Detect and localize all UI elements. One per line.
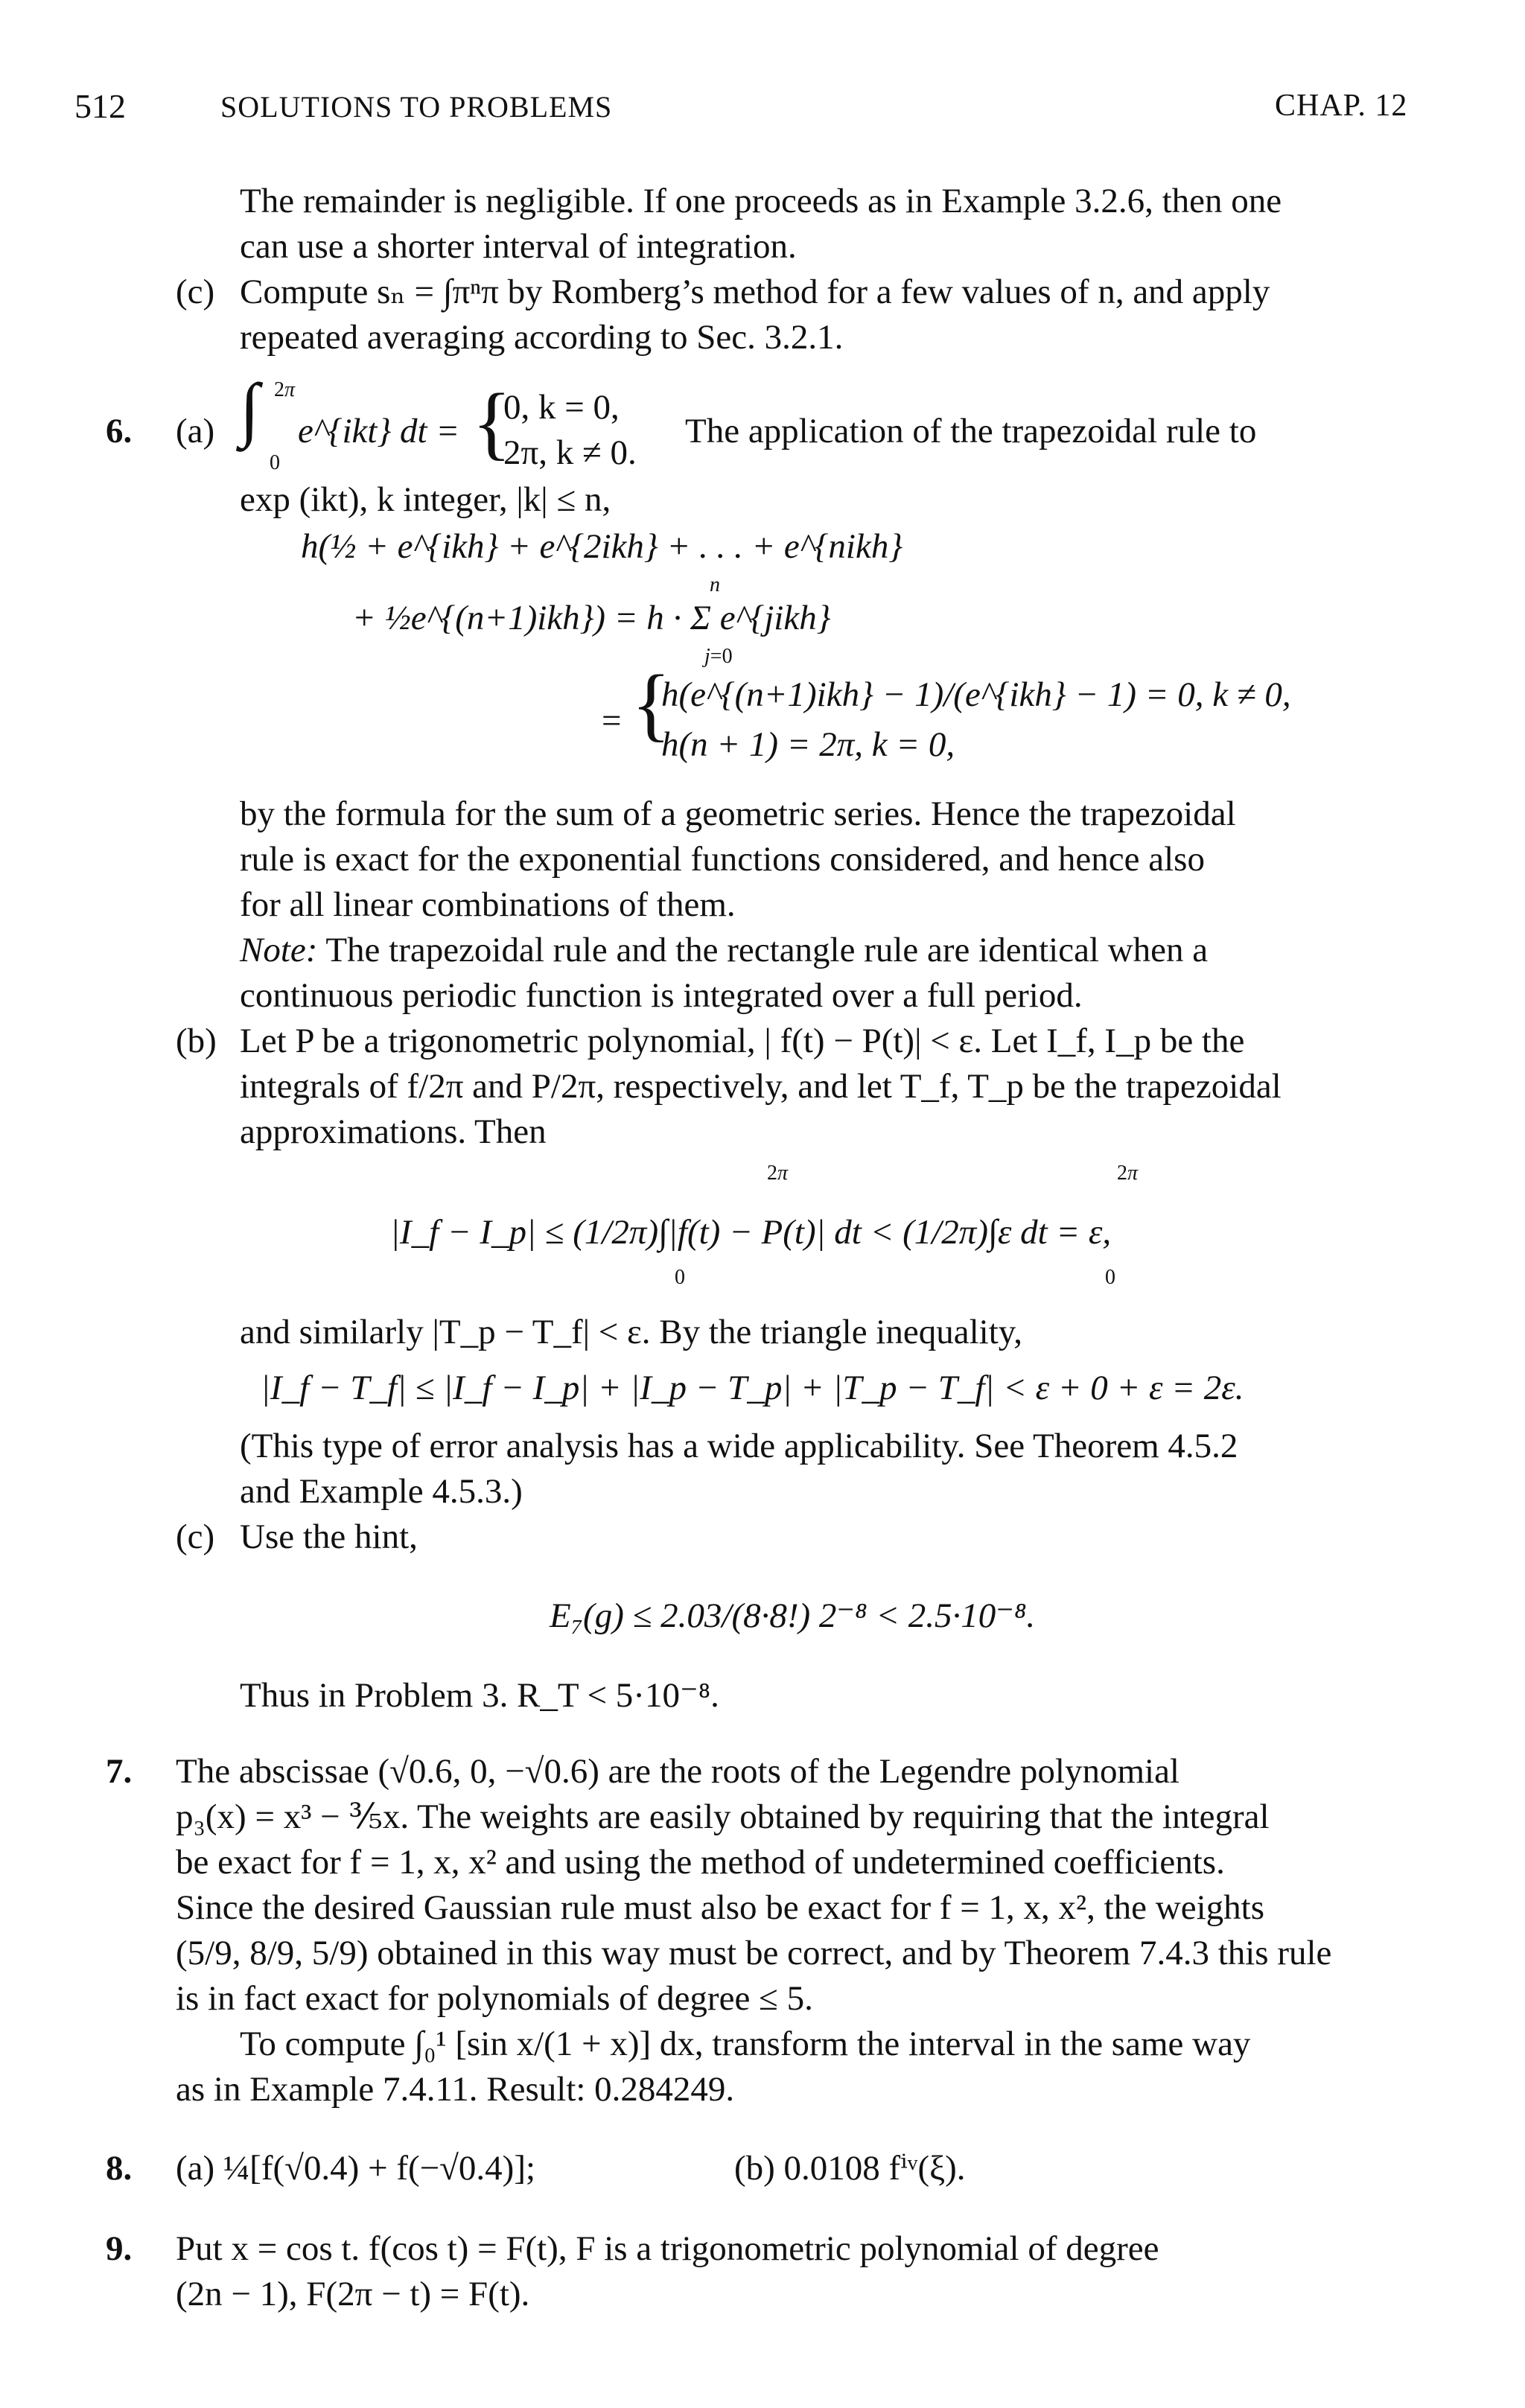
p6-note-line-1 xyxy=(240,928,1208,973)
p6-b-int1-upper: 2π xyxy=(767,1162,789,1185)
p6-sum-line-1: h(½ + e^{ikh} + e^{2ikh} + . . . + e^{nikh} xyxy=(301,527,903,566)
p6-equals: = xyxy=(602,701,622,740)
p7-line-5: (5/9, 8/9, 5/9) obtained in this way must be correct, and by Theorem 7.4.3 this rule xyxy=(176,1934,1332,1972)
p5-line-2: can use a shorter interval of integration. xyxy=(240,227,797,266)
p6-a-upper-limit: 2π xyxy=(274,378,296,401)
p6-a-label: (a) xyxy=(176,412,215,450)
p6-a-text: The application of the trapezoidal rule to xyxy=(685,412,1257,450)
p9-line-1: Put x = cos t. f(cos t) = F(t), F is a trigonometric polynomial of degree xyxy=(176,2229,1159,2268)
p9-line-2: (2n − 1), F(2π − t) = F(t). xyxy=(176,2275,530,2313)
problem-7-number: 7. xyxy=(106,1752,133,1791)
p6-b-label: (b) xyxy=(176,1022,217,1060)
p6-c-line-2: Thus in Problem 3. R_T < 5·10⁻⁸. xyxy=(240,1676,719,1715)
p6-b-int2-upper: 2π xyxy=(1117,1162,1139,1185)
p8-part-a: (a) ¼[f(√0.4) + f(−√0.4)]; xyxy=(176,2149,536,2188)
p7-line-2: p₃(x) = x³ − ⅗x. The weights are easily obtained by requiring that the integral xyxy=(176,1797,1270,1836)
p6-note-line-2: continuous periodic function is integrated over a full period. xyxy=(240,976,1083,1015)
page-number: 512 xyxy=(74,87,126,125)
p6-result-case-2: h(n + 1) = 2π, k = 0, xyxy=(661,725,955,764)
p5-c-line-2: repeated averaging according to Sec. 3.2.1. xyxy=(240,318,844,357)
p6-sum-line-2: + ½e^{(n+1)ikh}) = h · Σ e^{jikh} xyxy=(352,599,831,637)
p7-line-7: To compute ∫₀¹ [sin x/(1 + x)] dx, transform the interval in the same way xyxy=(240,2025,1251,2063)
p6-a-lower-limit: 0 xyxy=(270,451,280,474)
p5-line-1: The remainder is negligible. If one proceeds as in Example 3.2.6, then one xyxy=(240,182,1282,220)
p6-c-line-1: Use the hint, xyxy=(240,1517,418,1556)
p6-b-line-6: and Example 4.5.3.) xyxy=(240,1472,523,1511)
p6-b-equation: |I_f − I_p| ≤ (1/2π)∫|f(t) − P(t)| dt < (1/2π)∫ε dt = ε, xyxy=(390,1213,1112,1252)
p5-c-label: (c) xyxy=(176,273,215,311)
p7-line-4: Since the desired Gaussian rule must also be exact for f = 1, x, x², the weights xyxy=(176,1888,1264,1927)
p6-a-case-1: 0, k = 0, xyxy=(503,388,620,427)
p6-a-case-2: 2π, k ≠ 0. xyxy=(503,433,637,472)
p6-sum-upper: n xyxy=(710,573,720,596)
p6-result-case-1: h(e^{(n+1)ikh} − 1)/(e^{ikh} − 1) = 0, k ≠ 0, xyxy=(661,675,1291,714)
p6-text-1: by the formula for the sum of a geometric series. Hence the trapezoidal xyxy=(240,794,1236,833)
p6-note-text: The trapezoidal rule and the rectangle rule are identical when a xyxy=(317,931,1209,969)
p6-result-brace: { xyxy=(631,658,671,749)
p6-sum-lower: j=0 xyxy=(704,645,733,668)
p7-line-1: The abscissae (√0.6, 0, −√0.6) are the roots of the Legendre polynomial xyxy=(176,1752,1179,1791)
p6-a-line-2: exp (ikt), k integer, |k| ≤ n, xyxy=(240,480,611,519)
p6-a-brace: { xyxy=(472,377,512,468)
chapter-label: CHAP. 12 xyxy=(1275,89,1408,123)
p6-b-line-2: integrals of f/2π and P/2π, respectively, and let T_f, T_p be the trapezoidal xyxy=(240,1067,1282,1106)
p6-b-inequality: |I_f − T_f| ≤ |I_f − I_p| + |I_p − T_p| + |T_p − T_f| < ε + 0 + ε = 2ε. xyxy=(261,1369,1244,1407)
p7-line-6: is in fact exact for polynomials of degree ≤ 5. xyxy=(176,1979,813,2018)
problem-8-number: 8. xyxy=(106,2149,133,2188)
p6-c-equation: E₇(g) ≤ 2.03/(8·8!) 2⁻⁸ < 2.5·10⁻⁸. xyxy=(550,1596,1036,1635)
p8-part-b: (b) 0.0108 fⁱᵛ(ξ). xyxy=(734,2149,966,2188)
p7-line-8: as in Example 7.4.11. Result: 0.284249. xyxy=(176,2070,735,2109)
p6-text-3: for all linear combinations of them. xyxy=(240,885,736,924)
p6-b-line-1: Let P be a trigonometric polynomial, | f(t) − P(t)| < ε. Let I_f, I_p be the xyxy=(240,1022,1245,1060)
running-header: SOLUTIONS TO PROBLEMS xyxy=(220,90,613,124)
p6-a-integral: ∫ xyxy=(240,369,260,448)
p6-note-label: Note: xyxy=(240,931,318,969)
problem-9-number: 9. xyxy=(106,2229,133,2268)
p6-b-line-5: (This type of error analysis has a wide applicability. See Theorem 4.5.2 xyxy=(240,1427,1238,1465)
p6-b-line-3: approximations. Then xyxy=(240,1112,547,1151)
p5-c-line-1: Compute sₙ = ∫πⁿπ by Romberg’s method for a few values of n, and apply xyxy=(240,273,1270,311)
p6-b-int2-lower: 0 xyxy=(1105,1266,1115,1289)
p6-text-2: rule is exact for the exponential functions considered, and hence also xyxy=(240,840,1205,879)
p7-line-3: be exact for f = 1, x, x² and using the method of undetermined coefficients. xyxy=(176,1843,1225,1882)
p6-b-line-4: and similarly |T_p − T_f| < ε. By the triangle inequality, xyxy=(240,1313,1022,1351)
p6-c-label: (c) xyxy=(176,1517,215,1556)
p6-b-int1-lower: 0 xyxy=(675,1266,685,1289)
problem-6-number: 6. xyxy=(106,412,133,450)
p6-a-formula-lhs: e^{ikt} dt = xyxy=(298,412,460,450)
